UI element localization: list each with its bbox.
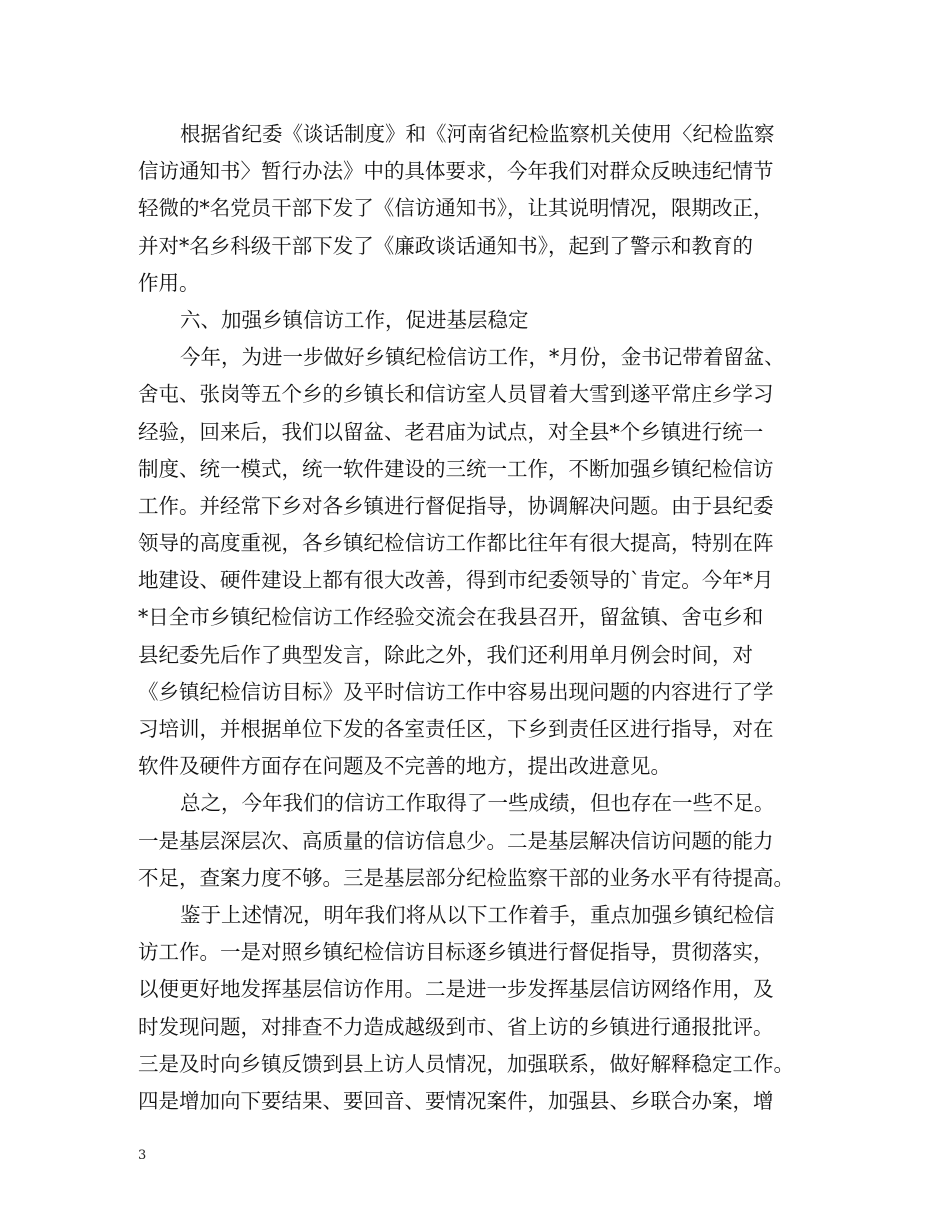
paragraph-line: 不足，查案力度不够。三是基层部分纪检监察干部的业务水平有待提高。 [138, 865, 794, 890]
body-text [138, 116, 828, 1120]
paragraph-line: 领导的高度重视，各乡镇纪检信访工作都比往年有很大提高，特别在阵 [138, 531, 774, 556]
paragraph-line: 软件及硬件方面存在问题及不完善的地方，提出改进意见。 [138, 754, 671, 779]
paragraph-line: 一是基层深层次、高质量的信访信息少。二是基层解决信访问题的能力 [138, 828, 774, 853]
paragraph-line: 总之，今年我们的信访工作取得了一些成绩，但也存在一些不足。 [180, 791, 775, 816]
paragraph-line: 访工作。一是对照乡镇纪检信访目标逐乡镇进行督促指导，贯彻落实， [138, 940, 774, 965]
paragraph-line: 并对*名乡科级干部下发了《廉政谈话通知书》，起到了警示和教育的 [138, 233, 753, 258]
paragraph-line: 鉴于上述情况，明年我们将从以下工作着手，重点加强乡镇纪检信 [180, 902, 775, 927]
paragraph-line: 三是及时向乡镇反馈到县上访人员情况，加强联系，做好解释稳定工作。 [138, 1051, 794, 1076]
paragraph-line: 习培训，并根据单位下发的各室责任区，下乡到责任区进行指导，对在 [138, 717, 774, 741]
paragraph-line: 《乡镇纪检信访目标》及平时信访工作中容易出现问题的内容进行了学 [138, 679, 774, 704]
paragraph-line: 根据省纪委《谈话制度》和《河南省纪检监察机关使用〈纪检监察 [180, 122, 775, 146]
paragraph-line: 舍屯、张岗等五个乡的乡镇长和信访室人员冒着大雪到遂平常庄乡学习 [138, 382, 774, 407]
paragraph-line: 轻微的*名党员干部下发了《信访通知书》，让其说明情况，限期改正， [138, 196, 774, 221]
paragraph-line: 以便更好地发挥基层信访作用。二是进一步发挥基层信访网络作用，及 [138, 977, 774, 1002]
paragraph-line: 县纪委先后作了典型发言，除此之外，我们还利用单月例会时间，对 [138, 642, 753, 667]
paragraph-line: 四是增加向下要结果、要回音、要情况案件，加强县、乡联合办案，增 [138, 1088, 774, 1113]
paragraph-line: 制度、统一模式，统一软件建设的三统一工作，不断加强乡镇纪检信访 [138, 456, 774, 481]
section-heading: 六、加强乡镇信访工作，促进基层稳定 [180, 307, 529, 332]
paragraph-line: 工作。并经常下乡对各乡镇进行督促指导，协调解决问题。由于县纪委 [138, 493, 774, 518]
paragraph-line: 信访通知书〉暂行办法》中的具体要求，今年我们对群众反映违纪情节 [138, 159, 774, 184]
paragraph-line: 作用。 [138, 270, 200, 295]
page-number: 3 [138, 1148, 147, 1163]
paragraph-line: 今年，为进一步做好乡镇纪检信访工作，*月份，金书记带着留盆、 [180, 345, 785, 370]
paragraph-line: 地建设、硬件建设上都有很大改善，得到市纪委领导的`肯定。今年*月 [138, 568, 774, 593]
paragraph-line: 经验，回来后，我们以留盆、老君庙为试点，对全县*个乡镇进行统一 [138, 419, 764, 444]
paragraph-line: *日全市乡镇纪检信访工作经验交流会在我县召开，留盆镇、舍屯乡和 [138, 605, 764, 630]
paragraph-line: 时发现问题，对排查不力造成越级到市、省上访的乡镇进行通报批评。 [138, 1014, 774, 1039]
